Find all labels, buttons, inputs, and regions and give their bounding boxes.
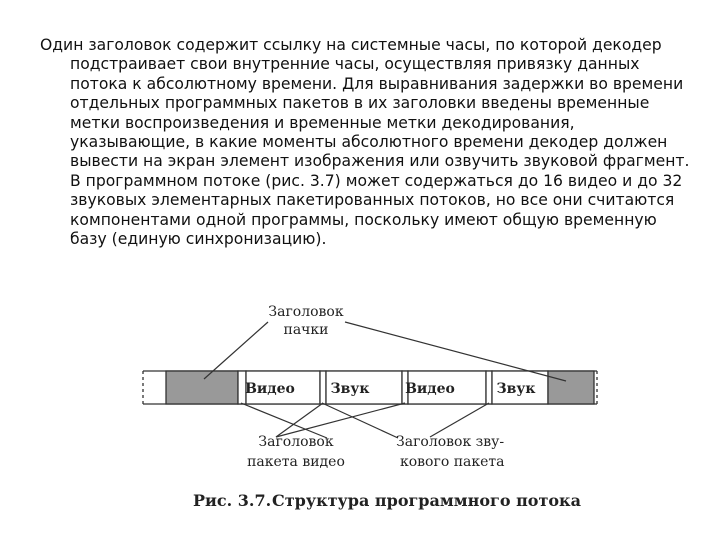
pack-header-label-line1: Заголовок xyxy=(268,304,344,320)
paragraph: Один заголовок содержит ссылку на системные часы, по которой декодер подстраивает свои внутренние часы, осуществляя привязку данных потока к абсолютному времени. Для выравнивания задержки во времени отдельных программных пакетов в их заголовки введены временные метки воспроизведения и временные метки декодирования, указывающие, в какие моменты абсолютного времени декодер должен вывести на экран элемент изображения или озвучить звуковой фрагмент. В программном потоке (рис. 3.7) может содержаться до 16 видео и до 32 звуковых элементарных пакетированных потоков, но все они считаются компонентами одной программы, поскольку имеют общую временную базу (единую синхронизацию). xyxy=(40,36,690,249)
audio-header-label-line2: кового пакета xyxy=(400,454,505,470)
figure-caption-title: Структура программного потока xyxy=(272,491,581,510)
pack-header-block-right xyxy=(548,371,594,404)
cell-label-video-1: Видео xyxy=(245,381,295,397)
video-header-label-line2: пакета видео xyxy=(247,454,345,470)
figure-caption-number: Рис. 3.7. xyxy=(193,491,272,510)
cell-label-video-2: Видео xyxy=(405,381,455,397)
video-header-label-line1: Заголовок xyxy=(258,434,334,450)
pack-header-label-line2: пачки xyxy=(283,322,329,338)
packet-header-audio-1 xyxy=(320,371,326,404)
cell-label-audio-2: Звук xyxy=(496,381,536,397)
audio-header-label-line1: Заголовок зву- xyxy=(396,434,505,450)
pack-header-block-left xyxy=(166,371,238,404)
packet-header-audio-2 xyxy=(486,371,492,404)
cell-label-audio-1: Звук xyxy=(330,381,370,397)
